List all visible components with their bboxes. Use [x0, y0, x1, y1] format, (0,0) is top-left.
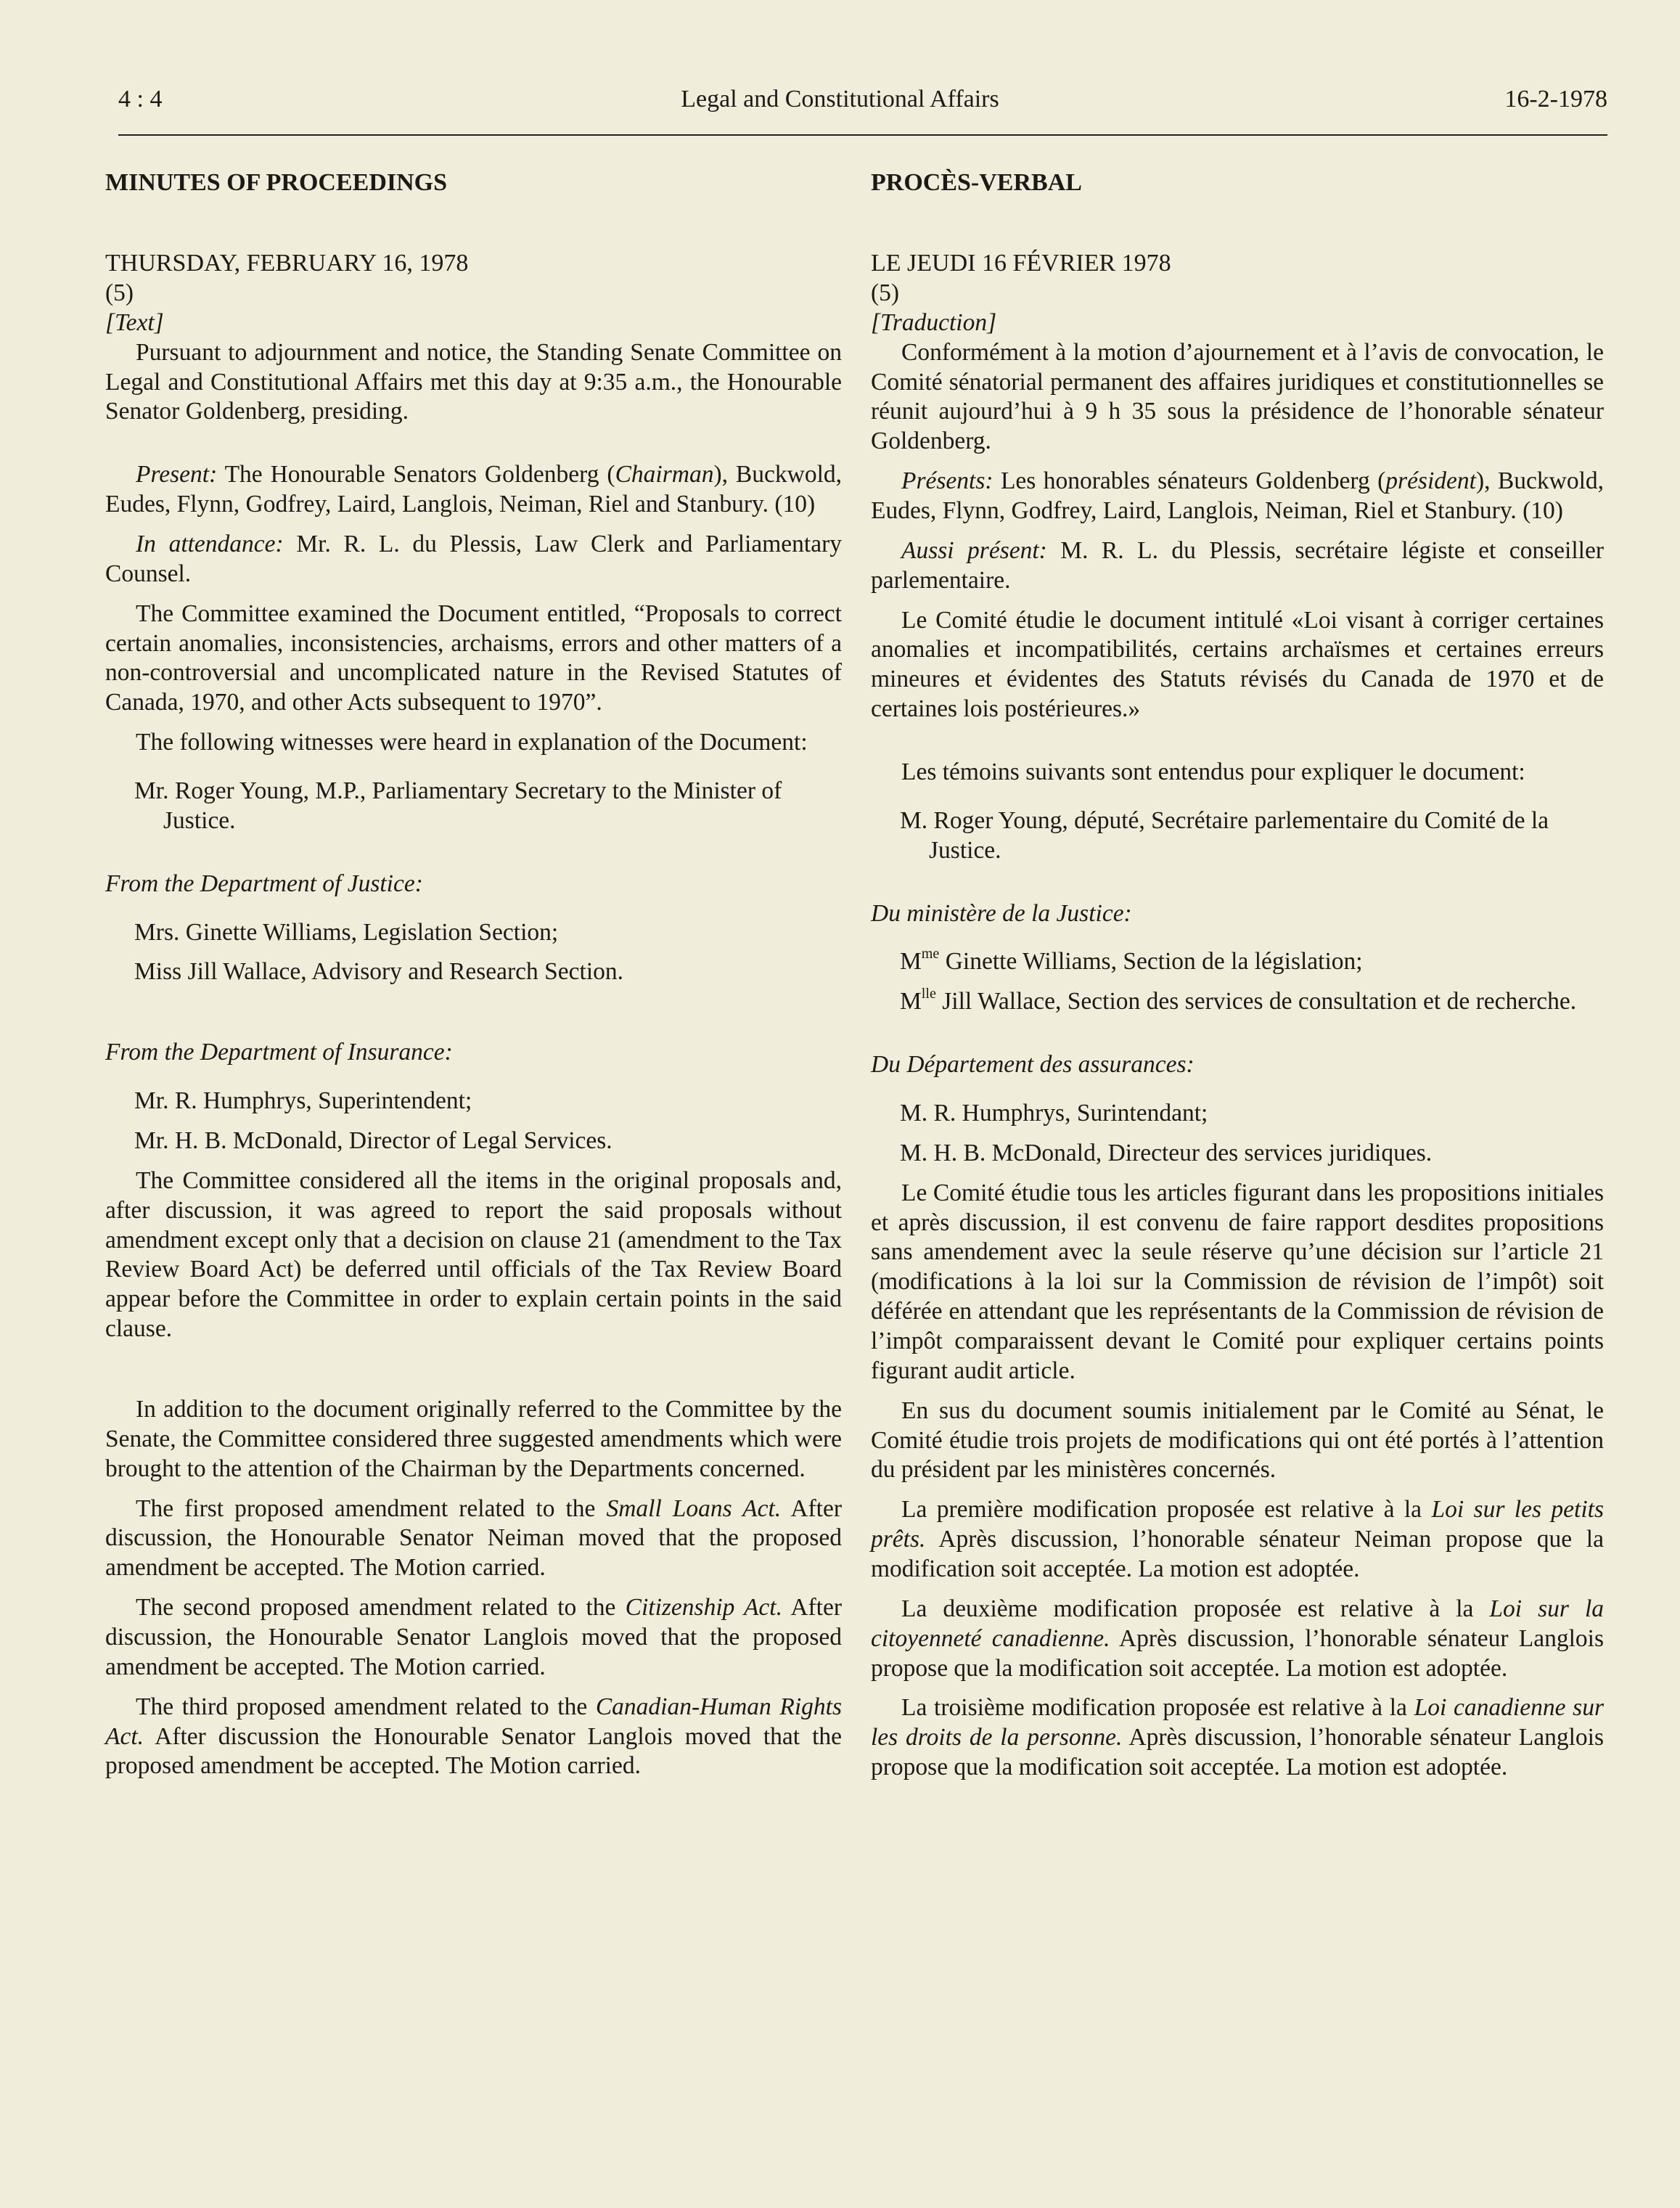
- minutes-heading: MINUTES OF PROCEEDINGS: [105, 169, 448, 196]
- document-paragraph-fr: Le Comité étudie le document intitulé «Loi visant à corriger certaines anomalies et incompatibilités, certains archaïsmes et certaines erreurs mineures et évidentes des Statuts révisés du Canada de 1970 et de certaines lois postérieures.»: [871, 606, 1604, 723]
- meeting-number: (5): [105, 279, 134, 306]
- present-paragraph-fr: Présents: Les honorables sénateurs Goldenberg (président), Buckwold, Eudes, Flynn, Godfrey, Laird, Langlois, Neiman, Riel et Stanbury. (10): [871, 467, 1604, 524]
- attendance-paragraph-fr: Aussi présent: M. R. L. du Plessis, secrétaire légiste et conseiller parlementaire.: [871, 536, 1604, 594]
- document-paragraph: The Committee examined the Document entitled, “Proposals to correct certain anomalies, inconsistencies, archaisms, errors and other matters of a non-controversial and uncomplicated nature in the Revised Statutes of Canada, 1970, and other Acts subsequent to 1970”.: [105, 600, 842, 716]
- first-amendment-paragraph-fr: La première modification proposée est relative à la Loi sur les petits prêts. Après discussion, l’honorable sénateur Neiman propose que la modification soit acceptée. La motion est adoptée.: [871, 1496, 1604, 1583]
- insurance-heading: From the Department of Insurance:: [105, 1039, 453, 1066]
- present-paragraph: Present: The Honourable Senators Goldenberg (Chairman), Buckwold, Eudes, Flynn, Godfrey, Laird, Langlois, Neiman, Riel and Stanbury. (10): [105, 461, 842, 518]
- attendance-paragraph: In attendance: Mr. R. L. du Plessis, Law Clerk and Parliamentary Counsel.: [105, 530, 842, 587]
- page-number: 4 : 4: [118, 86, 163, 113]
- second-amendment-paragraph-fr: La deuxième modification proposée est relative à la Loi sur la citoyenneté canadienne. Après discussion, l’honorable sénateur Langlois propose que la modification soit acceptée. La motion est adoptée.: [871, 1595, 1605, 1682]
- justice-heading-fr: Du ministère de la Justice:: [871, 899, 1132, 927]
- considered-paragraph: The Committee considered all the items in the original proposals and, after discussion, it was agreed to report the said proposals without amendment except only that a decision on clause 21 (amendment to the Tax Review Board Act) be deferred until officials of the Tax Review Board appear before the Committee in order to explain certain points in the said clause.: [105, 1166, 842, 1343]
- addition-paragraph-fr: En sus du document soumis initialement par le Comité au Sénat, le Comité étudie trois projets de modifications qui ont été portés à l’attention du président par les ministères concernés.: [871, 1397, 1604, 1484]
- english-column: [105, 163, 842, 1781]
- running-title: Legal and Constitutional Affairs: [681, 86, 999, 113]
- witness-item-fr: $M^{lle}$ Jill Wallace, Section des services de consultation et de recherche.: [900, 986, 1577, 1015]
- first-amendment-paragraph: The first proposed amendment related to the Small Loans Act. After discussion, the Honourable Senator Neiman moved that the proposed amendment be accepted. The Motion carried.: [105, 1495, 842, 1582]
- witnesses-paragraph: The following witnesses were heard in explanation of the Document:: [136, 729, 808, 756]
- witness-item-fr: $M^{me}$ Ginette Williams, Section de la législation;: [900, 946, 1363, 976]
- justice-heading: From the Department of Justice:: [105, 870, 423, 897]
- minutes-heading-fr: PROCÈS-VERBAL: [871, 169, 1082, 196]
- witness-item: Mr. Roger Young, M.P., Parliamentary Secretary to the Minister of Justice.: [134, 777, 782, 834]
- third-amendment-paragraph-fr: La troisième modification proposée est relative à la Loi canadienne sur les droits de la personne. Après discussion, l’honorable sénateur Langlois propose que la modification soit acceptée. La motion est adoptée.: [871, 1694, 1604, 1781]
- witness-item-fr: M. H. B. McDonald, Directeur des services juridiques.: [900, 1139, 1433, 1166]
- meeting-number-fr: (5): [871, 279, 900, 306]
- witnesses-paragraph-fr: Les témoins suivants sont entendus pour expliquer le document:: [901, 758, 1525, 785]
- witness-item: Mr. R. Humphrys, Superintendent;: [134, 1087, 472, 1115]
- second-amendment-paragraph: The second proposed amendment related to the Citizenship Act. After discussion, the Honourable Senator Langlois moved that the proposed amendment be accepted. The Motion carried.: [105, 1594, 843, 1680]
- meeting-date: THURSDAY, FEBRUARY 16, 1978: [105, 250, 469, 277]
- opening-paragraph-fr: Conformément à la motion d’ajournement et à l’avis de convocation, le Comité sénatorial permanent des affaires juridiques et constitutionnelles se réunit aujourd’hui à 9 h 35 sous la présidence de l’honorable sénateur Goldenberg.: [871, 338, 1604, 455]
- header-rule: [118, 134, 1607, 136]
- meeting-date-fr: LE JEUDI 16 FÉVRIER 1978: [871, 250, 1171, 277]
- header-date: 16-2-1978: [1504, 86, 1607, 113]
- text-tag: [Text]: [105, 308, 164, 336]
- witness-item: Miss Jill Wallace, Advisory and Research Section.: [134, 958, 624, 986]
- witness-item-fr: M. R. Humphrys, Surintendant;: [900, 1099, 1208, 1127]
- witness-item: Mr. H. B. McDonald, Director of Legal Services.: [134, 1127, 612, 1154]
- third-amendment-paragraph: The third proposed amendment related to the Canadian-Human Rights Act. After discussion the Honourable Senator Langlois moved that the proposed amendment be accepted. The Motion carried.: [105, 1693, 842, 1780]
- opening-paragraph: Pursuant to adjournment and notice, the Standing Senate Committee on Legal and Constitutional Affairs met this day at 9:35 a.m., the Honourable Senator Goldenberg, presiding.: [105, 338, 842, 425]
- witness-item: Mrs. Ginette Williams, Legislation Section;: [134, 918, 559, 946]
- translation-tag: [Traduction]: [871, 308, 997, 336]
- insurance-heading-fr: Du Département des assurances:: [871, 1051, 1195, 1079]
- considered-paragraph-fr: Le Comité étudie tous les articles figurant dans les propositions initiales et après discussion, il est convenu de faire rapport desdites propositions sans amendement avec la seule réserve qu’une décision sur l’article 21 (modifications à la loi sur la Commission de révision de l’impôt) soit déférée en attendant que les représentants de la Commission de révision de l’impôt comparaissent devant le Comité pour expliquer certains points figurant audit article.: [871, 1179, 1604, 1384]
- witness-item-fr: M. Roger Young, député, Secrétaire parlementaire du Comité de la Justice.: [900, 806, 1549, 864]
- addition-paragraph: In addition to the document originally referred to the Committee by the Senate, the Committee considered three suggested amendments which were brought to the attention of the Chairman by the Departments concerned.: [105, 1396, 842, 1482]
- french-column: [871, 163, 1604, 1783]
